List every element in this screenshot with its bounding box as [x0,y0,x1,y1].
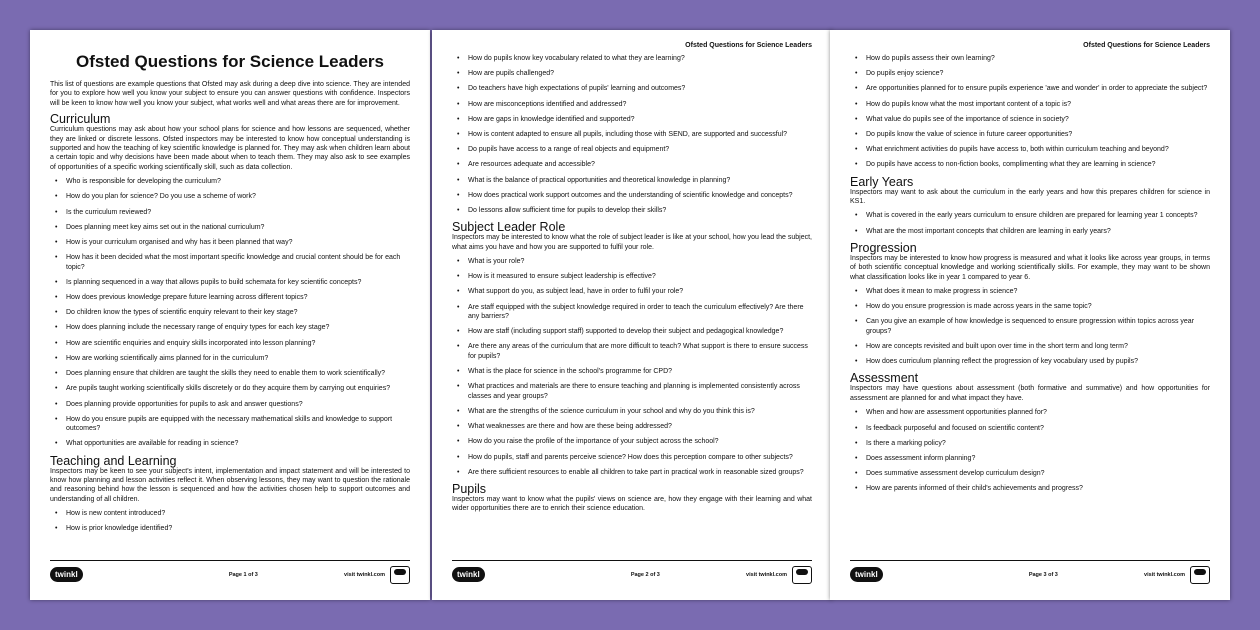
question-item: • Do pupils know the value of science in future career opportunities? [850,130,1210,139]
question-item: • How do pupils, staff and parents perceive science? How does this perception compare to other subjects? [452,453,812,462]
question-item: • How does previous knowledge prepare future learning across different topics? [50,293,410,302]
document-page-3 [830,30,1230,600]
question-item: • Do pupils have access to a range of real objects and equipment? [452,145,812,154]
question-item: • How are scientific enquiries and enquiry skills incorporated into lesson planning? [50,339,410,348]
question-item: • How does planning include the necessary range of enquiry types for each key stage? [50,323,410,332]
section-heading: Pupils [452,481,487,496]
question-item: • What are the strengths of the science curriculum in your school and why do you think this is? [452,407,812,416]
question-item: • What opportunities are available for reading in science? [50,439,410,448]
page-title: Ofsted Questions for Science Leaders [76,52,384,71]
question-item: • Does planning meet key aims set out in the national curriculum? [50,223,410,232]
document-page-1 [30,30,430,600]
question-item: • What are the most important concepts that children are learning in early years? [850,227,1210,236]
question-item: • How does curriculum planning reflect the progression of key vocabulary used by pupils? [850,357,1210,366]
question-list [850,408,1210,493]
section-heading: Early Years [850,174,914,189]
question-item: • How are parents informed of their child's achievements and progress? [850,484,1210,493]
document-page-2 [432,30,832,600]
question-item: • What enrichment activities do pupils have access to, both within curriculum teaching and beyond? [850,145,1210,154]
page-footer [50,560,410,582]
question-item: • Is feedback purposeful and focused on scientific content? [850,424,1210,433]
question-item: • What value do pupils see of the importance of science in society? [850,115,1210,124]
question-list [452,54,812,215]
question-item: • What does it mean to make progress in science? [850,287,1210,296]
section-heading: Progression [850,240,917,255]
footer-right [344,566,410,584]
question-item: • Do children know the types of scientific enquiry relevant to their key stage? [50,308,410,317]
question-item: • How do you plan for science? Do you use a scheme of work? [50,192,410,201]
question-item: • Can you give an example of how knowledge is sequenced to ensure progression within topics across year groups? [850,317,1210,336]
footer-right [746,566,812,584]
question-item: • How do you ensure progression is made across years in the same topic? [850,302,1210,311]
question-item: • What is the place for science in the school's programme for CPD? [452,367,812,376]
question-list [452,257,812,477]
question-list [850,54,1210,170]
question-item: • Do pupils have access to non-fiction books, complimenting what they are learning in science? [850,160,1210,169]
question-item: • How has it been decided what the most important specific knowledge and crucial content should be for each topic? [50,253,410,272]
question-item: • How do you raise the profile of the importance of your subject across the school? [452,437,812,446]
section-heading: Assessment [850,371,919,386]
question-item: • How does practical work support outcomes and the understanding of scientific knowledge and concepts? [452,191,812,200]
section-heading: Teaching and Learning [50,453,177,468]
section-heading: Subject Leader Role [452,220,566,235]
question-item: • Are staff equipped with the subject knowledge required in order to teach the curriculum effectively? Are there any barriers? [452,303,812,322]
question-item: • Are there any areas of the curriculum that are more difficult to teach? What support is there to ensure success for pupils? [452,342,812,361]
visit-link: visit twinkl.com [1144,571,1185,578]
question-list [850,287,1210,367]
question-item: • Who is responsible for developing the curriculum? [50,177,410,186]
question-item: • How is prior knowledge identified? [50,524,410,533]
section-paragraph: This list of questions are example questions that Ofsted may ask during a deep dive into science. They are intended for you to explore how well you know your subject to ensure you can answer questions with confidence. Inspectors will be keen to know how well you know your subject, what works well and what areas there are for improvement. [50,81,410,107]
page-number: Page 2 of 3 [630,571,660,578]
page-number: Page 1 of 3 [228,571,258,578]
quality-badge-icon [390,566,410,584]
question-list [850,211,1210,236]
twinkl-logo: twinkl [452,567,485,582]
section-paragraph: Inspectors may be keen to see your subject's intent, implementation and impact statement and will be interested to know how planning and lesson activities reflect it. When observing lessons, they may want to question the rationale and reasoning behind how the lesson is sequenced and how the activities chosen help to support outcomes and understanding of all children. [50,467,410,503]
question-item: • How do pupils know what the most important content of a topic is? [850,100,1210,109]
question-item: • Is the curriculum reviewed? [50,208,410,217]
question-item: • Does planning provide opportunities for pupils to ask and answer questions? [50,400,410,409]
question-item: • Does summative assessment develop curriculum design? [850,469,1210,478]
question-item: • How are gaps in knowledge identified and supported? [452,115,812,124]
section-paragraph: Curriculum questions may ask about how your school plans for science and how lessons are sequenced, whether they are linked or discrete lessons. Ofsted inspectors may be interested to know how conceptual understanding is supported and how the teaching of key scientific knowledge is planned for. They may ask when children learn about a certain topic and why decisions have been made about when to teach them. They may also ask to see examples of opportunities of a specific working scientifically skill, such as data collection. [50,126,410,171]
question-item: • What is the balance of practical opportunities and theoretical knowledge in planning? [452,176,812,185]
question-item: • How do pupils know key vocabulary related to what they are learning? [452,54,812,63]
question-item: • What is your role? [452,257,812,266]
question-item: • How is your curriculum organised and why has it been planned that way? [50,238,410,247]
twinkl-logo: twinkl [850,567,883,582]
running-header: Ofsted Questions for Science Leaders [1083,42,1210,49]
page-footer [850,560,1210,582]
question-item: • Is planning sequenced in a way that allows pupils to build schemata for key scientific concepts? [50,278,410,287]
visit-link: visit twinkl.com [746,571,787,578]
question-item: • Do pupils enjoy science? [850,69,1210,78]
question-item: • How do pupils assess their own learning? [850,54,1210,63]
question-item: • What weaknesses are there and how are these being addressed? [452,422,812,431]
question-item: • How are staff (including support staff) supported to develop their subject and pedagogical knowledge? [452,327,812,336]
quality-badge-icon [1190,566,1210,584]
twinkl-logo: twinkl [50,567,83,582]
question-item: • What practices and materials are there to ensure teaching and planning is implemented consistently across classes and year groups? [452,382,812,401]
question-list [50,177,410,448]
question-item: • Do lessons allow sufficient time for pupils to develop their skills? [452,206,812,215]
question-item: • How are concepts revisited and built upon over time in the short term and long term? [850,342,1210,351]
question-item: • Does planning ensure that children are taught the skills they need to enable them to work scientifically? [50,369,410,378]
quality-badge-icon [792,566,812,584]
question-item: • How is it measured to ensure subject leadership is effective? [452,272,812,281]
question-item: • How is new content introduced? [50,509,410,518]
question-item: • How are pupils challenged? [452,69,812,78]
section-paragraph: Inspectors may be interested to know what the role of subject leader is like at your school, how you lead the subject, what aims you have and how you are supported to fulfil your role. [452,234,812,251]
section-paragraph: Inspectors may have questions about assessment (both formative and summative) and how opportunities for assessment are planned for and what impact they have. [850,385,1210,402]
section-paragraph: Inspectors may want to know what the pupils' views on science are, how they engage with their learning and what wider opportunities there are to enrich their science education. [452,495,812,513]
question-item: • How are misconceptions identified and addressed? [452,100,812,109]
question-item: • How do you ensure pupils are equipped with the necessary mathematical skills and knowledge to support outcomes? [50,415,410,434]
question-item: • Does assessment inform planning? [850,454,1210,463]
section-paragraph: Inspectors may be interested to know how progress is measured and what it looks like across year groups, in terms of both scientific conceptual knowledge and working scientifically skills. For example, they may want to be shown what classification looks like in year 1 compared to year 6. [850,254,1210,281]
question-item: • Are pupils taught working scientifically skills discretely or do they acquire them by carrying out enquiries? [50,384,410,393]
section-paragraph: Inspectors may want to ask about the curriculum in the early years and how this prepares children for science in KS1. [850,188,1210,206]
page-footer [452,560,812,582]
question-item: • How are working scientifically aims planned for in the curriculum? [50,354,410,363]
question-item: • Is there a marking policy? [850,439,1210,448]
running-header: Ofsted Questions for Science Leaders [685,42,812,49]
question-item: • Are resources adequate and accessible? [452,160,812,169]
question-item: • When and how are assessment opportunities planned for? [850,408,1210,417]
question-list [50,509,410,534]
question-item: • How is content adapted to ensure all pupils, including those with SEND, are supported and successful? [452,130,812,139]
question-item: • Do teachers have high expectations of pupils' learning and outcomes? [452,84,812,93]
page-number: Page 3 of 3 [1028,571,1058,578]
question-item: • What support do you, as subject lead, have in order to fulfil your role? [452,287,812,296]
footer-right [1144,566,1210,584]
question-item: • Are there sufficient resources to enable all children to take part in practical work in reasonable sized groups? [452,468,812,477]
question-item: • Are opportunities planned for to ensure pupils experience 'awe and wonder' in order to appreciate the subject? [850,84,1210,93]
section-heading: Curriculum [50,112,111,127]
question-item: • What is covered in the early years curriculum to ensure children are prepared for learning year 1 concepts? [850,211,1210,220]
visit-link: visit twinkl.com [344,571,385,578]
